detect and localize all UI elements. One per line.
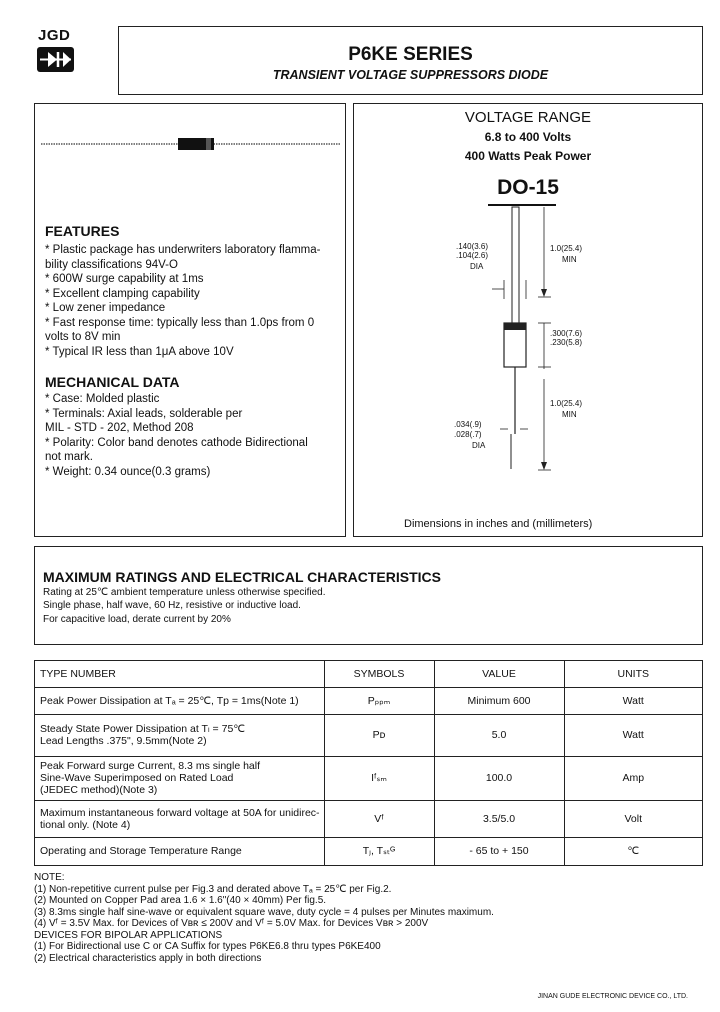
mechanical-line: * Polarity: Color band denotes cathode Bidirectional — [45, 436, 308, 449]
notes-block — [34, 872, 494, 964]
ratings-line: Single phase, half wave, 60 Hz, resistive or inductive load. — [43, 600, 301, 611]
feature-line: bility classifications 94V-O — [45, 258, 178, 271]
row-description — [35, 687, 324, 714]
wire-dia-upper: .034(.9) — [454, 420, 482, 429]
body-length-lower: .230(5.8) — [550, 338, 583, 347]
header-units: UNITS — [564, 661, 702, 687]
header-symbols: SYMBOLS — [324, 661, 434, 687]
diode-image-icon — [41, 134, 341, 154]
mechanical-line: * Case: Molded plastic — [45, 393, 160, 405]
row-description — [35, 756, 324, 800]
note-line: (2) Electrical characteristics apply in both directions — [34, 952, 262, 964]
row-value: 100.0 — [434, 756, 564, 800]
mechanical-heading: MECHANICAL DATA — [45, 374, 180, 390]
row-symbol: Tⱼ, Tₛₜᴳ — [324, 837, 434, 865]
row-symbol: Iᶠₛₘ — [324, 756, 434, 800]
row-unit: Watt — [564, 714, 702, 756]
dimensions-caption: Dimensions in inches and (millimeters) — [404, 518, 593, 530]
table-row — [35, 687, 702, 714]
table-header-row — [35, 661, 702, 687]
voltage-heading: VOLTAGE RANGE — [464, 109, 592, 126]
row-unit: Watt — [564, 687, 702, 714]
row-desc-line: (JEDEC method)(Note 3) — [40, 784, 158, 796]
lead-length-top-min: MIN — [562, 255, 577, 264]
body-length-upper: .300(7.6) — [550, 329, 583, 338]
row-desc-line: Peak Power Dissipation at Tₐ = 25℃, Tp = 1ms(Note 1) — [40, 694, 299, 707]
mechanical-line: not mark. — [45, 451, 93, 463]
table-row — [35, 714, 702, 756]
row-unit: Amp — [564, 756, 702, 800]
voltage-range: 6.8 to 400 Volts — [484, 130, 572, 144]
row-symbol: Pₚₚₘ — [324, 687, 434, 714]
mechanical-line: * Terminals: Axial leads, solderable per — [45, 407, 243, 420]
header-value: VALUE — [434, 661, 564, 687]
row-symbol: Pᴅ — [324, 714, 434, 756]
lead-length-bottom-min: MIN — [562, 410, 577, 419]
row-value: 3.5/5.0 — [434, 800, 564, 837]
peak-power: 400 Watts Peak Power — [464, 149, 592, 163]
table-row — [35, 837, 702, 865]
row-unit: ℃ — [564, 837, 702, 865]
lead-length-top: 1.0(25.4) — [550, 244, 583, 253]
series-subtitle: TRANSIENT VOLTAGE SUPPRESSORS DIODE — [272, 68, 549, 82]
ratings-line: For capacitive load, derate current by 20% — [43, 614, 231, 625]
note-line: (2) Mounted on Copper Pad area 1.6 × 1.6"(40 × 40mm) Per fig.5. — [34, 895, 327, 906]
diode-logo-icon — [37, 47, 74, 72]
note-line: (4) Vᶠ = 3.5V Max. for Devices of Vʙʀ ≤ 200V and Vᶠ = 5.0V Max. for Devices Vʙʀ > 200V — [34, 918, 429, 929]
series-title: P6KE SERIES — [348, 44, 473, 65]
ratings-heading: MAXIMUM RATINGS AND ELECTRICAL CHARACTERISTICS — [43, 569, 441, 585]
feature-line: * Fast response time: typically less than 1.0ps from 0 — [45, 316, 315, 329]
feature-line: * 600W surge capability at 1ms — [45, 273, 204, 285]
row-desc-line: Steady State Power Dissipation at Tₗ = 75℃ — [40, 723, 246, 735]
note-line: DEVICES FOR BIPOLAR APPLICATIONS — [34, 929, 223, 941]
row-desc-line: Maximum instantaneous forward voltage at 50A for unidirec- — [40, 806, 320, 819]
row-value: 5.0 — [434, 714, 564, 756]
feature-line: * Plastic package has underwriters laboratory flamma- — [45, 244, 321, 256]
ratings-line: Rating at 25℃ ambient temperature unless otherwise specified. — [43, 587, 326, 598]
table-row — [35, 756, 702, 800]
row-unit: Volt — [564, 800, 702, 837]
mechanical-line: MIL - STD - 202, Method 208 — [45, 422, 194, 434]
lead-length-bottom: 1.0(25.4) — [550, 399, 583, 408]
footer-company: JINAN GUDE ELECTRONIC DEVICE CO., LTD. — [537, 993, 688, 1000]
lead-dia-upper: .140(3.6) — [456, 242, 489, 251]
lead-dia-lower: .104(2.6) — [456, 251, 489, 260]
note-line: (1) Non-repetitive current pulse per Fig.3 and derated above Tₐ = 25℃ per Fig.2. — [34, 883, 392, 895]
features-panel — [34, 103, 346, 537]
table-row — [35, 800, 702, 837]
wire-dia-label: DIA — [472, 441, 486, 450]
row-desc-line: Sine-Wave Superimposed on Rated Load — [40, 772, 234, 784]
note-line: (1) For Bidirectional use C or CA Suffix for types P6KE6.8 thru types P6KE400 — [34, 941, 381, 952]
lead-dia-label: DIA — [470, 262, 484, 271]
row-description — [35, 714, 324, 756]
feature-line: * Excellent clamping capability — [45, 287, 200, 300]
ratings-panel — [34, 546, 703, 645]
feature-line: * Low zener impedance — [45, 302, 166, 314]
note-line: (3) 8.3ms single half sine-wave or equivalent square wave, duty cycle = 4 pulses per Minutes maximum. — [34, 906, 494, 918]
note-line: NOTE: — [34, 872, 65, 883]
wire-dia-lower: .028(.7) — [454, 430, 482, 439]
row-value: Minimum 600 — [434, 687, 564, 714]
row-desc-line: Peak Forward surge Current, 8.3 ms single half — [40, 760, 261, 772]
row-description — [35, 837, 324, 865]
row-desc-line: tional only. (Note 4) — [40, 818, 131, 831]
feature-line: * Typical IR less than 1μA above 10V — [45, 345, 234, 358]
row-desc-line: Operating and Storage Temperature Range — [40, 845, 242, 858]
package-name: DO-15 — [497, 176, 559, 199]
header-panel — [118, 26, 703, 95]
features-heading: FEATURES — [45, 223, 120, 239]
row-symbol: Vᶠ — [324, 800, 434, 837]
feature-line: volts to 8V min — [45, 331, 121, 343]
package-outline-diagram — [354, 104, 704, 538]
row-desc-line: Lead Lengths .375", 9.5mm(Note 2) — [40, 735, 207, 747]
characteristics-table — [34, 660, 703, 866]
row-value: - 65 to + 150 — [434, 837, 564, 865]
brand-name: JGD — [38, 27, 71, 44]
mechanical-line: * Weight: 0.34 ounce(0.3 grams) — [45, 465, 211, 478]
header-type-number: TYPE NUMBER — [35, 661, 324, 687]
row-description — [35, 800, 324, 837]
voltage-panel — [353, 103, 703, 537]
